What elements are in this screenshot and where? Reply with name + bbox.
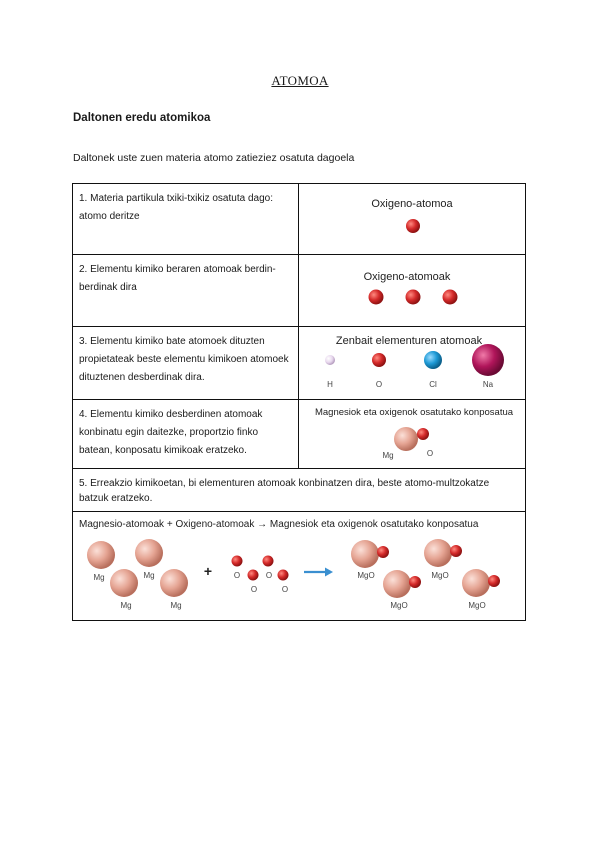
figure-caption: Oxigeno-atomoa (371, 198, 453, 210)
table-row (73, 400, 525, 469)
magnesium-atom (160, 569, 188, 597)
magnesium-atom (383, 570, 411, 598)
row-figure (299, 327, 525, 399)
reaction-figure (73, 512, 525, 618)
oxygen-atom (417, 428, 429, 440)
atom-label: Mg (170, 601, 182, 610)
molecule-label: MgO (468, 601, 486, 610)
table-row (73, 469, 525, 512)
row-text: 4. Elementu kimiko desberdinen atomoak konbinatu egin daitezke, proportzio finko batean, konposatu kimikoak eratzeko. (73, 400, 299, 468)
oxygen-atom-figure (299, 184, 525, 254)
page-title: ATOMOA (271, 73, 329, 88)
hydrogen-atom (325, 355, 335, 365)
oxygen-atoms-figure (299, 255, 525, 326)
reaction-equation: Magnesio-atomoak + Oxigeno-atomoak → Magnesiok eta oxigenok osatutako konposatua (79, 519, 479, 530)
oxygen-atom (377, 546, 389, 558)
sodium-atom (472, 344, 504, 376)
plus-sign: + (203, 563, 213, 579)
atom-label: O (250, 585, 258, 594)
oxygen-atom (406, 219, 420, 233)
mgo-compound-figure (299, 400, 525, 468)
figure-caption: Magnesiok eta oxigenok osatutako konposatua (314, 407, 514, 418)
atom-label: Mg (143, 571, 155, 580)
atom-label: O (233, 571, 241, 580)
table-row (73, 327, 525, 400)
magnesium-atom (110, 569, 138, 597)
atom-label: Cl (429, 380, 437, 389)
molecule-label: MgO (357, 571, 375, 580)
atom-label: H (327, 380, 333, 389)
atom-label: Mg (120, 601, 132, 610)
oxygen-atom (372, 353, 386, 367)
oxygen-atom (248, 570, 259, 581)
atom-label: Na (482, 380, 494, 389)
magnesium-atom (394, 427, 418, 451)
dalton-table (72, 183, 526, 621)
oxygen-atom (450, 545, 462, 557)
atom-label: Mg (93, 573, 105, 582)
intro-text: Daltonek uste zuen materia atomo zatieziez osatuta dagoela (73, 152, 355, 164)
elements-atoms-figure (299, 327, 525, 399)
table-row (73, 184, 525, 255)
atom-label: Mg (382, 451, 394, 460)
molecule-label: MgO (390, 601, 408, 610)
oxygen-atom (409, 576, 421, 588)
atom-label: O (281, 585, 289, 594)
magnesium-atom (135, 539, 163, 567)
row-text: 5. Erreakzio kimikoetan, bi elementuren atomoak konbinatzen dira, beste atomo-multzokatze batzuk eratzeko. (79, 478, 490, 504)
chlorine-atom (424, 351, 442, 369)
atom-label: O (426, 449, 434, 458)
table-row (73, 255, 525, 327)
oxygen-atom (263, 556, 274, 567)
magnesium-atom (351, 540, 379, 568)
atom-label: O (265, 571, 273, 580)
atom-label: O (375, 380, 383, 389)
oxygen-atom (488, 575, 500, 587)
table-row (73, 512, 525, 620)
row-figure (299, 184, 525, 254)
figure-caption: Oxigeno-atomoak (363, 271, 451, 283)
row-figure (299, 400, 525, 468)
figure-caption: Zenbait elementuren atomoak (335, 335, 483, 347)
molecule-label: MgO (431, 571, 449, 580)
magnesium-atom (424, 539, 452, 567)
magnesium-atom (462, 569, 490, 597)
reaction-arrow (304, 568, 333, 577)
oxygen-atom (406, 290, 421, 305)
row-text: 2. Elementu kimiko beraren atomoak berdin-berdinak dira (73, 255, 299, 326)
magnesium-atom (87, 541, 115, 569)
row-text: 3. Elementu kimiko bate atomoek dituzten propietateak beste elementu kimikoen atomoek dituztenen desberdinak dira. (73, 327, 299, 399)
row-figure (299, 255, 525, 326)
section-heading: Daltonen eredu atomikoa (73, 112, 211, 124)
oxygen-atom (369, 290, 384, 305)
oxygen-atom (278, 570, 289, 581)
oxygen-atom (232, 556, 243, 567)
row-text: 1. Materia partikula txiki-txikiz osatuta dago: atomo deritze (73, 184, 299, 254)
oxygen-atom (443, 290, 458, 305)
